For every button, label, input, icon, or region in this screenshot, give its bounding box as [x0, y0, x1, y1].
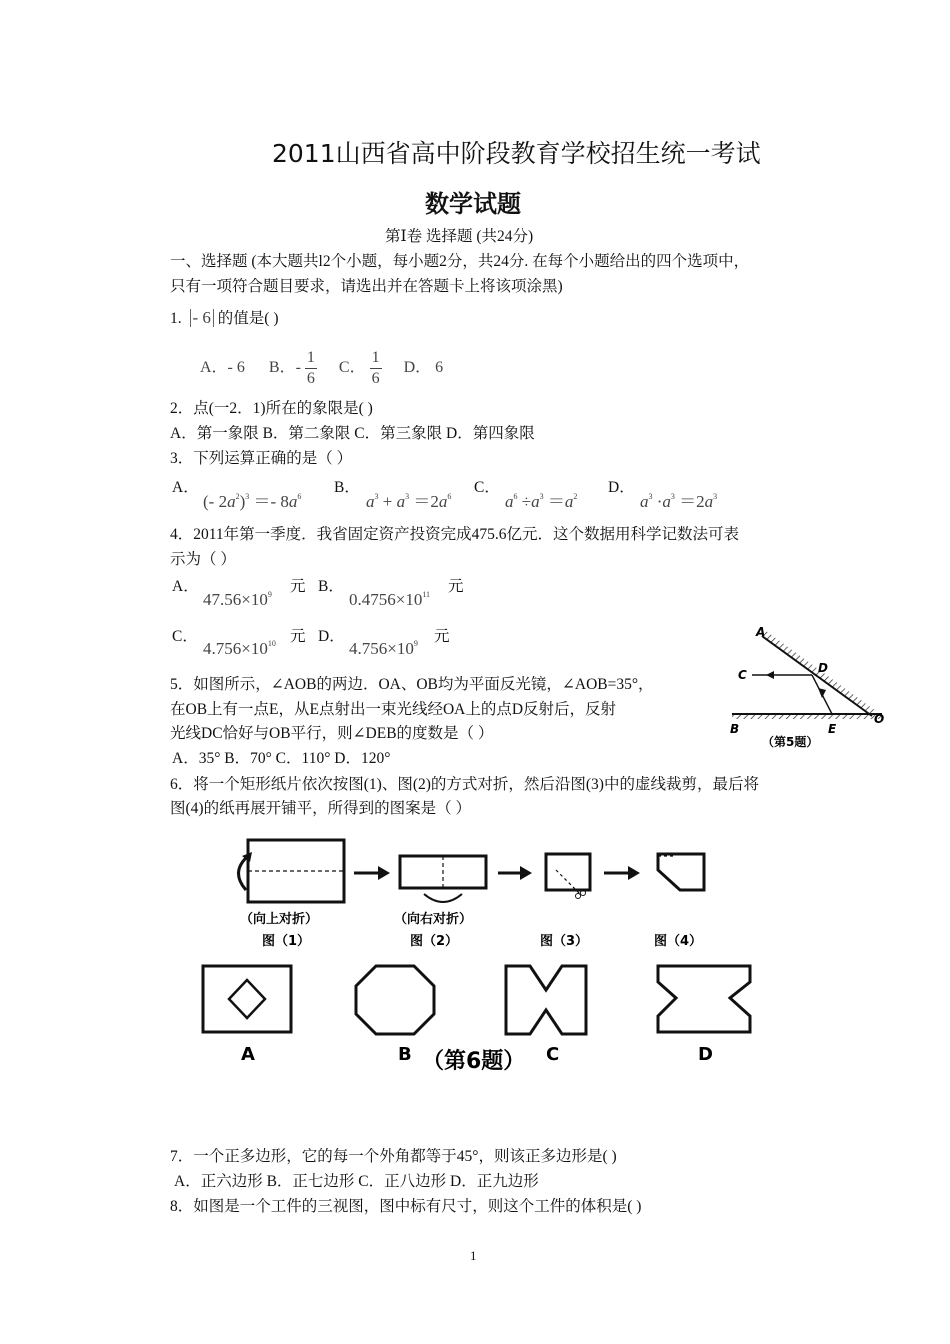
- question-8-stem: 8．如图是一个工件的三视图，图中标有尺寸，则这个工件的体积是( ): [170, 1198, 642, 1215]
- figure-caption: （第6题）: [422, 1049, 526, 1074]
- label-o: O: [874, 712, 885, 726]
- label-e: E: [828, 722, 837, 736]
- question-1-suffix: 的值是( ): [217, 310, 279, 327]
- arrowhead-icon: [520, 866, 532, 880]
- option-b-label: B．-: [268, 359, 301, 377]
- exam-title: 2011山西省高中阶段教育学校招生统一考试: [272, 139, 761, 168]
- option-a-expression: (- $2a^2)^3 =- 8a^6$: [203, 492, 302, 511]
- figure-caption: （第5题）: [762, 735, 819, 749]
- question-6-line-2: 图(4)的纸再展开铺平，所得到的图案是（ ）: [170, 800, 471, 817]
- unit-yuan: 元: [434, 628, 450, 645]
- fraction-one-sixth: $\frac{1}{6}$: [306, 349, 315, 387]
- choice-a-diamond: [229, 980, 265, 1018]
- option-c-label: C．: [474, 479, 500, 496]
- step-1-label: 图（1）: [262, 934, 311, 949]
- intro-line-2: 只有一项符合题目要求，请选出并在答题卡上将该项涂黑): [170, 278, 563, 295]
- option-a-label: A．: [172, 479, 199, 496]
- choice-a-shape: [203, 966, 291, 1032]
- scissors-icon: [576, 894, 581, 899]
- question-6-figure: [170, 820, 770, 1090]
- option-a-label: A．: [172, 578, 199, 595]
- question-5-line-1: 5．如图所示，∠AOB的两边．OA、OB均为平面反光镜，∠AOB=35°，: [170, 676, 654, 693]
- label-a: A: [756, 625, 766, 639]
- step-3-label: 图（3）: [540, 934, 589, 949]
- option-c-label: C．: [338, 359, 366, 377]
- mirror-oa: [762, 636, 872, 716]
- section-heading: 第Ⅰ卷 选择题 (共24分): [385, 228, 534, 245]
- step-4-label: 图（4）: [654, 934, 703, 949]
- option-d: D． 6: [403, 359, 444, 377]
- question-2-options: A．第一象限 B．第二象限 C．第三象限 D．第四象限: [170, 425, 535, 442]
- arrowhead-icon: [378, 866, 390, 880]
- intro-line-1: 一、选择题 (本大题共l2个小题，每小题2分，共24分. 在每个小题给出的四个选项中，: [170, 253, 750, 270]
- choice-a-label: A: [241, 1044, 255, 1065]
- question-5-figure: [722, 620, 902, 755]
- fold-right-arrow-icon: [424, 894, 462, 902]
- question-5-line-2: 在OB上有一点E，从E点射出一束光线经OA上的点D反射后，反射: [170, 701, 617, 718]
- question-7-options: A．正六边形 B．正七边形 C．正八边形 D．正九边形: [174, 1173, 539, 1190]
- question-5-options: A．35° B．70° C．110° D．120°: [172, 750, 391, 767]
- option-d-label: D．: [608, 479, 635, 496]
- page-number: 1: [470, 1248, 477, 1263]
- choice-b-shape: [356, 966, 434, 1034]
- step-1-caption: （向上对折）: [240, 912, 319, 927]
- question-1-options: [200, 348, 443, 389]
- question-4-line-2: 示为（ ）: [170, 551, 236, 568]
- question-7-stem: 7．一个正多边形，它的每一个外角都等于45°，则该正多边形是( ): [170, 1148, 617, 1165]
- choice-c-label: C: [546, 1044, 560, 1065]
- paper-step-3: [546, 854, 590, 890]
- option-b-expression: $a^3 + a^3 =2a^6$: [366, 492, 452, 511]
- choice-d-label: D: [698, 1044, 713, 1065]
- option-d-label: D．: [318, 628, 345, 645]
- option-d-expression: $a^3 \cdot a^3 =2a^3$: [640, 492, 718, 511]
- unit-yuan: 元: [448, 578, 464, 595]
- option-c-label: C．: [172, 628, 198, 645]
- label-d: D: [818, 661, 828, 675]
- fraction-one-sixth-positive: $\frac{1}{6}$: [371, 349, 380, 387]
- option-b-label: B．: [334, 479, 360, 496]
- choice-b-label: B: [398, 1044, 412, 1065]
- option-a-expression: $47.56\times 10^9$: [203, 590, 272, 609]
- unit-yuan: 元: [290, 578, 306, 595]
- arrowhead-icon: [766, 671, 774, 679]
- option-d-expression: $4.756\times 10^9$: [349, 639, 418, 658]
- unit-yuan: 元: [290, 628, 306, 645]
- absolute-value-expression: - 6: [190, 309, 214, 327]
- question-5-line-3: 光线DC恰好与OB平行，则∠DEB的度数是（ ）: [170, 725, 494, 742]
- label-b: B: [730, 722, 740, 736]
- step-2-caption: （向右对折）: [394, 912, 473, 927]
- option-b-expression: $0.4756\times 10^{11}$: [349, 590, 431, 609]
- option-c-expression: $a^6 \div a^3 =a^2$: [505, 492, 578, 511]
- step-2-label: 图（2）: [410, 934, 459, 949]
- option-c-expression: $4.756\times 10^{10}$: [203, 639, 276, 658]
- choice-d-shape: [658, 966, 750, 1032]
- label-c: C: [738, 668, 747, 682]
- question-6-line-1: 6．将一个矩形纸片依次按图(1)、图(2)的方式对折，然后沿图(3)中的虚线裁剪，最后将: [170, 776, 759, 793]
- choice-c-shape: [506, 966, 586, 1034]
- option-a: A．- 6: [200, 359, 245, 377]
- question-1-stem: [170, 307, 279, 331]
- question-number: 1.: [170, 310, 182, 327]
- arrowhead-icon: [818, 688, 826, 698]
- option-b-label: B．: [318, 578, 344, 595]
- arrowhead-icon: [628, 866, 640, 880]
- question-4-line-1: 4．2011年第一季度．我省固定资产投资完成475.6亿元．这个数据用科学记数法可表: [170, 526, 740, 543]
- question-3-stem: 3．下列运算正确的是（ ）: [170, 450, 353, 467]
- question-2-stem: 2．点(一2．1)所在的象限是( ): [170, 400, 373, 417]
- exam-subtitle: 数学试题: [425, 190, 521, 218]
- paper-step-4: [658, 854, 704, 890]
